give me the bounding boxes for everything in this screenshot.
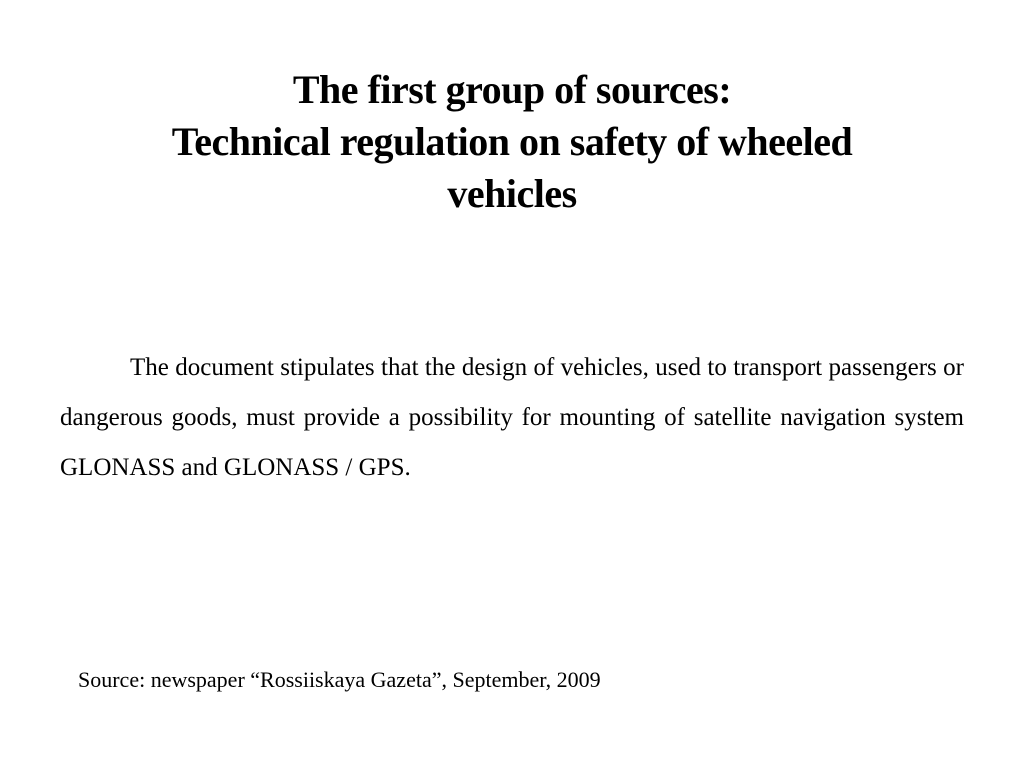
slide-title-line-3: vehicles (447, 171, 577, 216)
slide-title (60, 64, 964, 220)
slide-title-line-2: Technical regulation on safety of wheeled (171, 119, 853, 164)
slide-title-line-1: The first group of sources: (292, 67, 732, 112)
slide-body-paragraph: The document stipulates that the design of vehicles, used to transport passengers or dangerous goods, must provide a possibility for mounting of satellite navigation system GLONASS and GLONASS / GPS. (60, 354, 964, 481)
source-citation: Source: newspaper “Rossiiskaya Gazeta”, September, 2009 (78, 667, 601, 692)
